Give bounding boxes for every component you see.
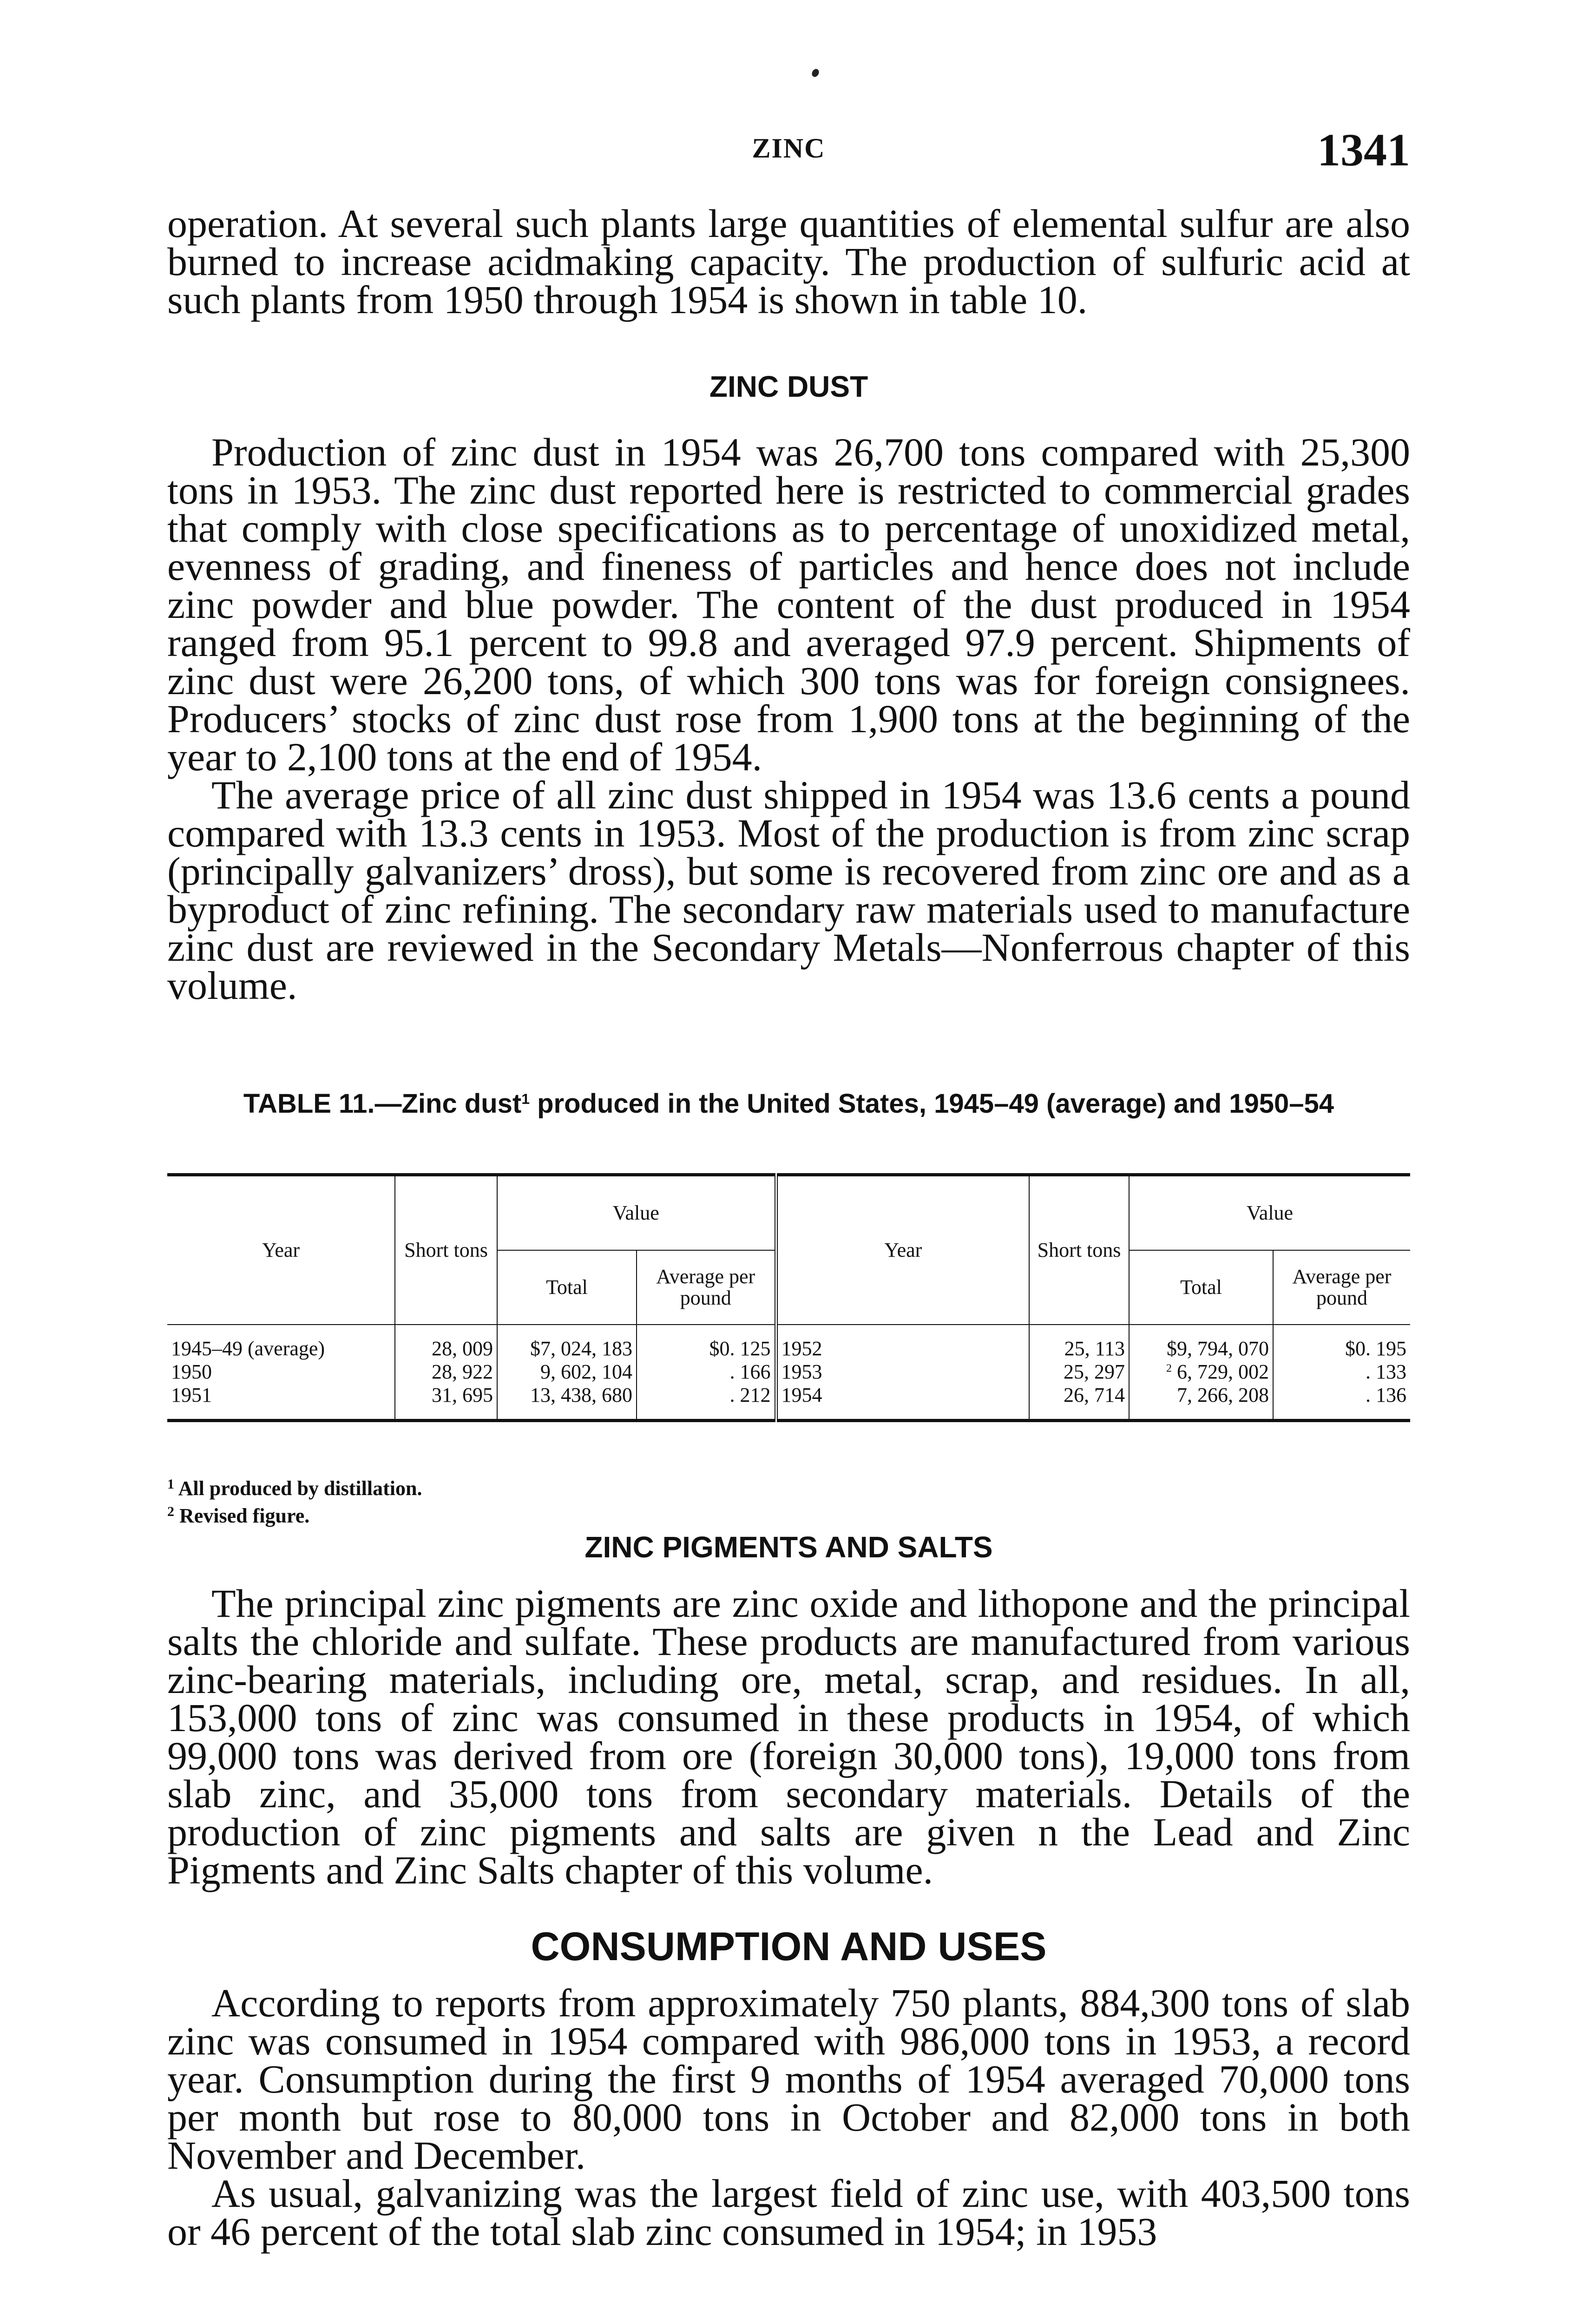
row-total: $^2$ 6, 729, 002 bbox=[1129, 1360, 1273, 1384]
col-short-tons-left: Short tons bbox=[395, 1175, 497, 1325]
row-year: 1953 bbox=[776, 1360, 1029, 1384]
consumption-paragraph-1: According to reports from approximately 750 plants, 884,300 tons of slab zinc was consumed in 1954 compared with 986,000 tons in 1953, a record year. Consumption during the first 9 months of 1954 averaged 70,000 tons per month but rose to 80,000 tons in October and 82,000 tons in both November and December. bbox=[167, 1981, 1410, 2178]
col-avg-right: Average per pound bbox=[1273, 1250, 1410, 1325]
table-footnotes bbox=[167, 1473, 1410, 1528]
col-total-right: Total bbox=[1129, 1250, 1273, 1325]
row-year: 1954 bbox=[776, 1384, 1029, 1407]
row-footnote-mark: 2 bbox=[1166, 1362, 1172, 1375]
intro-section bbox=[167, 201, 1410, 322]
row-avg: . 133 bbox=[1366, 1360, 1406, 1383]
row-tons: 28, 922 bbox=[395, 1360, 497, 1384]
row-tons: 25, 297 bbox=[1029, 1360, 1129, 1384]
row-total: 9, 602, 104 bbox=[497, 1360, 637, 1384]
pigments-section bbox=[167, 1524, 1410, 1892]
col-total-left: Total bbox=[497, 1250, 637, 1325]
col-short-tons-right: Short tons bbox=[1029, 1175, 1129, 1325]
row-tons: 28, 009 bbox=[395, 1337, 497, 1360]
table-row bbox=[167, 1360, 1410, 1384]
table-row bbox=[167, 1384, 1410, 1407]
print-speck bbox=[810, 68, 820, 79]
table-11-caption bbox=[167, 1089, 1410, 1118]
consumption-section bbox=[167, 1919, 1410, 2254]
row-year: 1945–49 (average) bbox=[167, 1337, 395, 1360]
row-avg: $0. 195 bbox=[1345, 1337, 1406, 1360]
zinc-dust-table bbox=[167, 1173, 1410, 1422]
col-value-right: Value bbox=[1129, 1175, 1410, 1251]
zinc-dust-paragraph-2: The average price of all zinc dust shipped in 1954 was 13.6 cents a pound compared with 13.3 cents in 1953. Most of the production is from zinc scrap (principally galvanizers’ dross), but some is recovered from zinc ore and as a byproduct of zinc refining. The secondary raw materials used to manufacture zinc dust are reviewed in the Secondary Metals—Nonferrous chapter of this volume. bbox=[167, 773, 1410, 1008]
row-year: 1951 bbox=[167, 1384, 395, 1407]
running-head: ZINC bbox=[752, 133, 826, 164]
table-caption-footnote-mark: 1 bbox=[521, 1090, 530, 1107]
table-row bbox=[167, 1337, 1410, 1360]
footnote: $^2$ Revised figure. bbox=[167, 1504, 310, 1527]
row-total: $7, 024, 183 bbox=[497, 1337, 637, 1360]
zinc-dust-heading: ZINC DUST bbox=[709, 370, 868, 403]
row-tons: 25, 113 bbox=[1029, 1337, 1129, 1360]
consumption-paragraph-2: As usual, galvanizing was the largest field of zinc use, with 403,500 tons or 46 percent of the total slab zinc consumed in 1954; in 1953 bbox=[167, 2171, 1410, 2254]
row-total: $9, 794, 070 bbox=[1129, 1337, 1273, 1360]
row-total: 13, 438, 680 bbox=[497, 1384, 637, 1407]
pigments-paragraph: The principal zinc pigments are zinc oxide and lithopone and the principal salts the chloride and sulfate. These products are manufactured from various zinc-bearing materials, including ore, metal, scrap, and residues. In all, 153,000 tons of zinc was consumed in these products in 1954, of which 99,000 tons was derived from ore (foreign 30,000 tons), 19,000 tons from slab zinc, and 35,000 tons from secondary materials. Details of the production of zinc pigments and salts are given n the Lead and Zinc Pigments and Zinc Salts chapter of this volume. bbox=[167, 1581, 1410, 1892]
page-header bbox=[167, 123, 1410, 179]
intro-paragraph: operation. At several such plants large quantities of elemental sulfur are also burned to increase acidmaking capacity. The production of sulfuric acid at such plants from 1950 through 1954 is shown in table 10. bbox=[167, 201, 1410, 322]
col-year-right: Year bbox=[776, 1175, 1029, 1325]
table-caption-rest: produced in the United States, 1945–49 (average) and 1950–54 bbox=[537, 1089, 1334, 1119]
table-11 bbox=[167, 1173, 1410, 1422]
footnote: $^1$ All produced by distillation. bbox=[167, 1476, 422, 1500]
table-caption-lead: TABLE 11.—Zinc dust bbox=[243, 1089, 522, 1119]
row-avg: . 166 bbox=[637, 1360, 776, 1384]
row-avg: $0. 125 bbox=[637, 1337, 776, 1360]
row-avg: . 136 bbox=[1366, 1384, 1406, 1406]
col-year-left: Year bbox=[167, 1175, 395, 1325]
zinc-dust-paragraph-1: Production of zinc dust in 1954 was 26,700 tons compared with 25,300 tons in 1953. The zinc dust reported here is restricted to commercial grades that comply with close specifications as to percentage of unoxidized metal, evenness of grading, and fineness of particles and hence does not include zinc powder and blue powder. The content of the dust produced in 1954 ranged from 95.1 percent to 99.8 and averaged 97.9 percent. Shipments of zinc dust were 26,200 tons, of which 300 tons was for foreign consignees. Producers’ stocks of zinc dust rose from 1,900 tons at the beginning of the year to 2,100 tons at the end of 1954. bbox=[167, 430, 1410, 779]
row-total: 7, 266, 208 bbox=[1129, 1384, 1273, 1407]
row-tons: 26, 714 bbox=[1029, 1384, 1129, 1407]
row-tons: 31, 695 bbox=[395, 1384, 497, 1407]
col-value-left: Value bbox=[497, 1175, 776, 1251]
consumption-heading: CONSUMPTION AND USES bbox=[531, 1924, 1047, 1969]
col-avg-left: Average per pound bbox=[637, 1250, 776, 1325]
page-number: 1341 bbox=[1317, 124, 1410, 176]
row-year: 1952 bbox=[776, 1337, 1029, 1360]
row-year: 1950 bbox=[167, 1360, 395, 1384]
row-avg: . 212 bbox=[637, 1384, 776, 1407]
pigments-heading: ZINC PIGMENTS AND SALTS bbox=[585, 1530, 993, 1564]
zinc-dust-section bbox=[167, 363, 1410, 1008]
